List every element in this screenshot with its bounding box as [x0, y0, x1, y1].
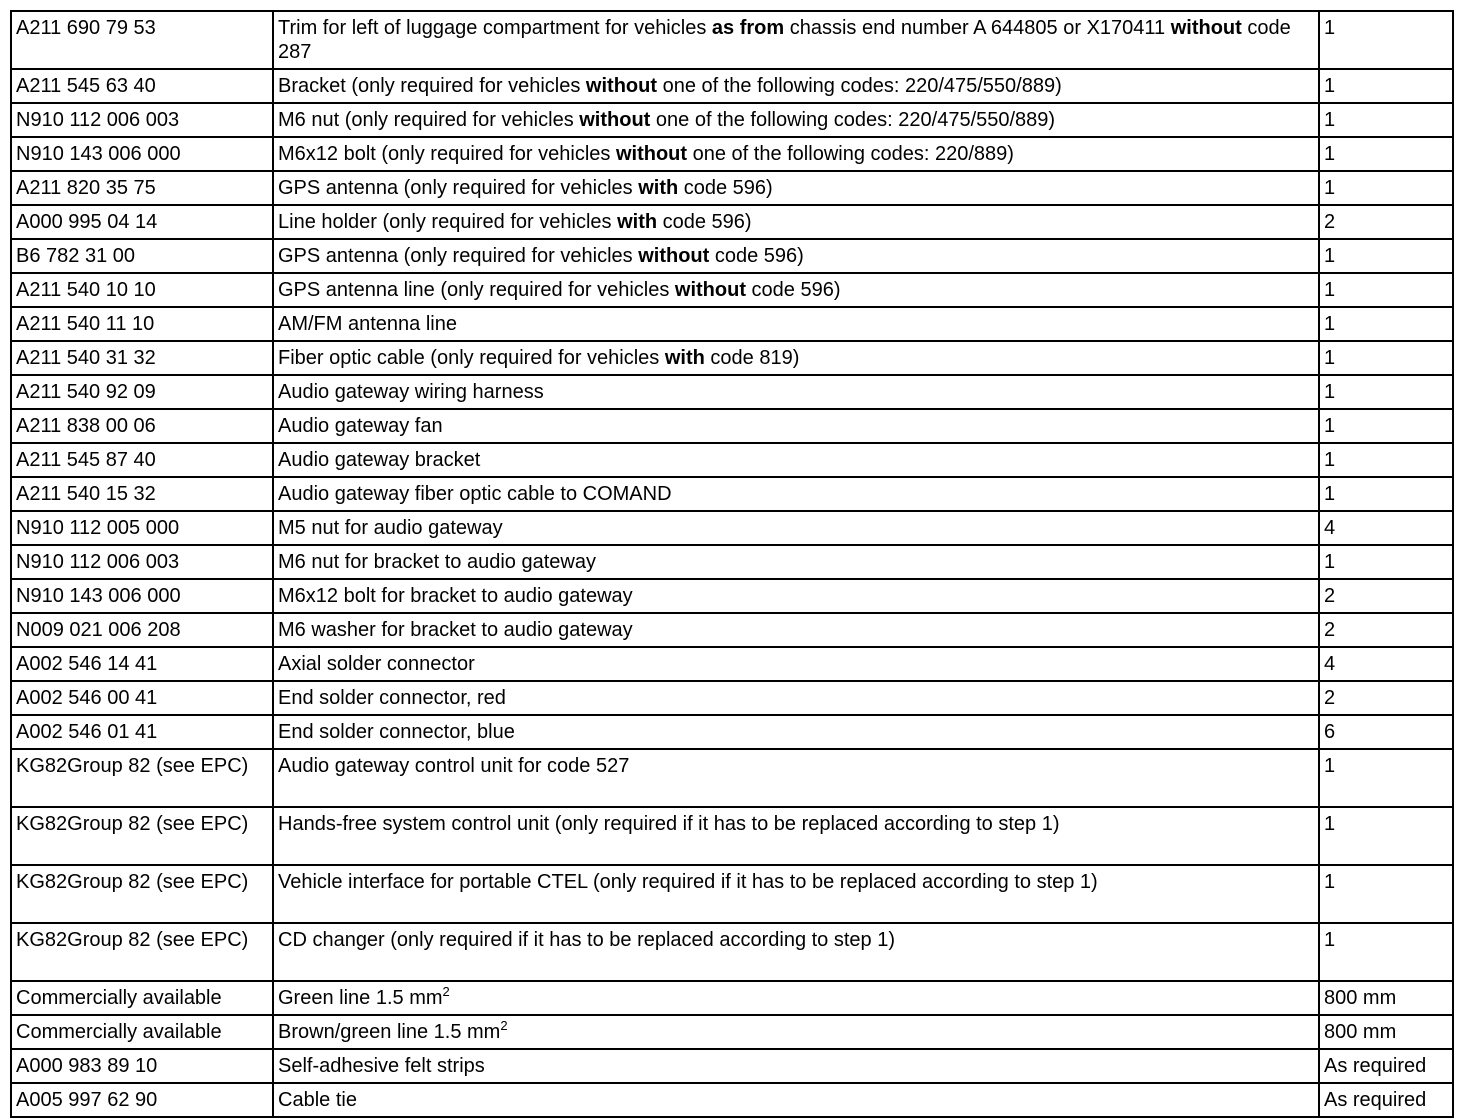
description-emphasis: with — [638, 177, 679, 199]
table-row — [11, 923, 1453, 981]
table-row — [11, 239, 1453, 273]
part-number-cell: A211 540 15 32 — [11, 477, 273, 511]
description-cell — [273, 545, 1319, 579]
quantity-cell: 2 — [1319, 579, 1453, 613]
description-cell — [273, 579, 1319, 613]
description-cell — [273, 511, 1319, 545]
description-text: End solder connector, blue — [278, 721, 515, 743]
parts-table — [10, 10, 1454, 1118]
table-row — [11, 375, 1453, 409]
table-row — [11, 341, 1453, 375]
quantity-cell: 1 — [1319, 923, 1453, 981]
description-text: code 596) — [678, 177, 773, 199]
description-text: code 596) — [709, 245, 804, 267]
part-number-cell: A002 546 14 41 — [11, 647, 273, 681]
description-text: code 819) — [704, 347, 800, 369]
table-row — [11, 273, 1453, 307]
table-row — [11, 545, 1453, 579]
quantity-cell: 6 — [1319, 715, 1453, 749]
part-number-cell: N910 112 006 003 — [11, 545, 273, 579]
part-number-cell: N910 112 005 000 — [11, 511, 273, 545]
part-number-cell: A002 546 00 41 — [11, 681, 273, 715]
description-emphasis: without — [579, 109, 651, 131]
description-text: one of the following codes: 220/475/550/889) — [657, 75, 1062, 97]
part-number-cell: A211 540 92 09 — [11, 375, 273, 409]
table-row — [11, 981, 1453, 1015]
description-cell — [273, 409, 1319, 443]
part-number-cell: A002 546 01 41 — [11, 715, 273, 749]
description-text: Self-adhesive felt strips — [278, 1055, 485, 1077]
description-text: Bracket (only required for vehicles — [278, 75, 586, 97]
description-emphasis: as from — [711, 17, 785, 39]
description-emphasis: without — [585, 75, 658, 97]
description-text: M6x12 bolt for bracket to audio gateway — [278, 585, 633, 607]
part-number-cell: Commercially available — [11, 1015, 273, 1049]
quantity-cell: 1 — [1319, 11, 1453, 69]
description-text: CD changer (only required if it has to be replaced according to step 1) — [278, 929, 896, 951]
table-row — [11, 1015, 1453, 1049]
table-row — [11, 477, 1453, 511]
part-number-cell: A211 545 63 40 — [11, 69, 273, 103]
quantity-cell: 1 — [1319, 171, 1453, 205]
description-text: M5 nut for audio gateway — [278, 517, 503, 539]
description-cell — [273, 749, 1319, 807]
description-cell — [273, 981, 1319, 1015]
part-number-cell: A211 838 00 06 — [11, 409, 273, 443]
part-number-cell: N910 143 006 000 — [11, 137, 273, 171]
unit-superscript: 2 — [500, 1018, 508, 1033]
description-text: M6 nut for bracket to audio gateway — [278, 551, 596, 573]
part-number-cell: KG82Group 82 (see EPC) — [11, 749, 273, 807]
description-cell — [273, 865, 1319, 923]
table-row — [11, 171, 1453, 205]
description-cell — [273, 103, 1319, 137]
description-cell — [273, 239, 1319, 273]
quantity-cell: 1 — [1319, 545, 1453, 579]
table-row — [11, 681, 1453, 715]
table-row — [11, 647, 1453, 681]
quantity-cell: As required — [1319, 1083, 1453, 1117]
description-emphasis: with — [664, 347, 705, 369]
table-row — [11, 409, 1453, 443]
description-cell — [273, 171, 1319, 205]
quantity-cell: 1 — [1319, 307, 1453, 341]
table-row — [11, 865, 1453, 923]
table-row — [11, 443, 1453, 477]
table-row — [11, 11, 1453, 69]
description-text: chassis end number A 644805 or X170411 — [784, 17, 1171, 39]
description-text: Audio gateway wiring harness — [278, 381, 544, 403]
description-cell — [273, 647, 1319, 681]
description-text: M6 washer for bracket to audio gateway — [278, 619, 633, 641]
description-text: one of the following codes: 220/889) — [687, 143, 1014, 165]
description-text: End solder connector, red — [278, 687, 506, 709]
part-number-cell: KG82Group 82 (see EPC) — [11, 923, 273, 981]
part-number-cell: A000 983 89 10 — [11, 1049, 273, 1083]
part-number-cell: A211 820 35 75 — [11, 171, 273, 205]
table-row — [11, 807, 1453, 865]
description-text: code 287 — [278, 17, 1291, 63]
quantity-cell: 1 — [1319, 273, 1453, 307]
quantity-cell: 2 — [1319, 681, 1453, 715]
description-emphasis: without — [1170, 17, 1242, 39]
description-cell — [273, 1015, 1319, 1049]
table-row — [11, 307, 1453, 341]
description-text: GPS antenna (only required for vehicles — [278, 245, 639, 267]
quantity-cell: 1 — [1319, 69, 1453, 103]
description-cell — [273, 137, 1319, 171]
description-cell — [273, 307, 1319, 341]
table-row — [11, 749, 1453, 807]
part-number-cell: B6 782 31 00 — [11, 239, 273, 273]
part-number-cell: A211 540 11 10 — [11, 307, 273, 341]
description-text: Cable tie — [278, 1089, 357, 1111]
description-cell — [273, 11, 1319, 69]
table-row — [11, 137, 1453, 171]
description-cell — [273, 715, 1319, 749]
description-text: GPS antenna line (only required for vehicles — [278, 279, 675, 301]
unit-superscript: 2 — [442, 984, 450, 999]
description-cell — [273, 923, 1319, 981]
description-cell — [273, 205, 1319, 239]
table-row — [11, 69, 1453, 103]
description-text: Vehicle interface for portable CTEL (only required if it has to be replaced according to step 1) — [278, 871, 1098, 893]
quantity-cell: 1 — [1319, 103, 1453, 137]
quantity-cell: 4 — [1319, 647, 1453, 681]
quantity-cell: 2 — [1319, 205, 1453, 239]
quantity-cell: 1 — [1319, 443, 1453, 477]
part-number-cell: KG82Group 82 (see EPC) — [11, 807, 273, 865]
quantity-cell: As required — [1319, 1049, 1453, 1083]
description-text: one of the following codes: 220/475/550/889) — [650, 109, 1056, 131]
description-cell — [273, 341, 1319, 375]
part-number-cell: A005 997 62 90 — [11, 1083, 273, 1117]
part-number-cell: N009 021 006 208 — [11, 613, 273, 647]
description-text: Trim for left of luggage compartment for vehicles — [278, 17, 712, 39]
description-text: Audio gateway control unit for code 527 — [278, 755, 630, 777]
table-row — [11, 1083, 1453, 1117]
description-emphasis: without — [615, 143, 688, 165]
quantity-cell: 1 — [1319, 137, 1453, 171]
quantity-cell: 800 mm — [1319, 981, 1453, 1015]
description-cell — [273, 1049, 1319, 1083]
description-cell — [273, 807, 1319, 865]
quantity-cell: 2 — [1319, 613, 1453, 647]
description-text: M6 nut (only required for vehicles — [278, 109, 580, 131]
quantity-cell: 1 — [1319, 749, 1453, 807]
quantity-cell: 1 — [1319, 807, 1453, 865]
table-row — [11, 511, 1453, 545]
description-text: code 596) — [657, 211, 752, 233]
part-number-cell: A211 540 10 10 — [11, 273, 273, 307]
table-row — [11, 205, 1453, 239]
description-text: Audio gateway fan — [278, 415, 443, 437]
description-emphasis: without — [674, 279, 746, 301]
description-text: GPS antenna (only required for vehicles — [278, 177, 639, 199]
description-cell — [273, 69, 1319, 103]
description-cell — [273, 1083, 1319, 1117]
part-number-cell: Commercially available — [11, 981, 273, 1015]
description-text: Fiber optic cable (only required for vehicles — [278, 347, 665, 369]
description-emphasis: without — [638, 245, 710, 267]
description-text: M6x12 bolt (only required for vehicles — [278, 143, 616, 165]
part-number-cell: N910 143 006 000 — [11, 579, 273, 613]
table-row — [11, 579, 1453, 613]
description-text: Hands-free system control unit (only required if it has to be replaced according to step 1) — [278, 813, 1060, 835]
description-emphasis: with — [617, 211, 658, 233]
parts-table-body — [11, 11, 1453, 1117]
description-cell — [273, 273, 1319, 307]
description-text: Audio gateway fiber optic cable to COMAND — [278, 483, 672, 505]
description-cell — [273, 375, 1319, 409]
quantity-cell: 1 — [1319, 375, 1453, 409]
description-text: Audio gateway bracket — [278, 449, 481, 471]
quantity-cell: 1 — [1319, 865, 1453, 923]
description-text: Axial solder connector — [278, 653, 475, 675]
description-cell — [273, 613, 1319, 647]
quantity-cell: 1 — [1319, 341, 1453, 375]
quantity-cell: 4 — [1319, 511, 1453, 545]
description-text: code 596) — [745, 279, 841, 301]
part-number-cell: KG82Group 82 (see EPC) — [11, 865, 273, 923]
quantity-cell: 1 — [1319, 239, 1453, 273]
quantity-cell: 1 — [1319, 477, 1453, 511]
description-text: Brown/green line 1.5 mm — [278, 1021, 501, 1043]
table-row — [11, 715, 1453, 749]
quantity-cell: 1 — [1319, 409, 1453, 443]
part-number-cell: A211 545 87 40 — [11, 443, 273, 477]
part-number-cell: A211 540 31 32 — [11, 341, 273, 375]
description-text: Line holder (only required for vehicles — [278, 211, 618, 233]
description-text: Green line 1.5 mm — [278, 987, 443, 1009]
part-number-cell: N910 112 006 003 — [11, 103, 273, 137]
description-cell — [273, 681, 1319, 715]
part-number-cell: A211 690 79 53 — [11, 11, 273, 69]
table-row — [11, 103, 1453, 137]
description-text: AM/FM antenna line — [278, 313, 457, 335]
quantity-cell: 800 mm — [1319, 1015, 1453, 1049]
description-cell — [273, 477, 1319, 511]
table-row — [11, 613, 1453, 647]
description-cell — [273, 443, 1319, 477]
table-row — [11, 1049, 1453, 1083]
part-number-cell: A000 995 04 14 — [11, 205, 273, 239]
